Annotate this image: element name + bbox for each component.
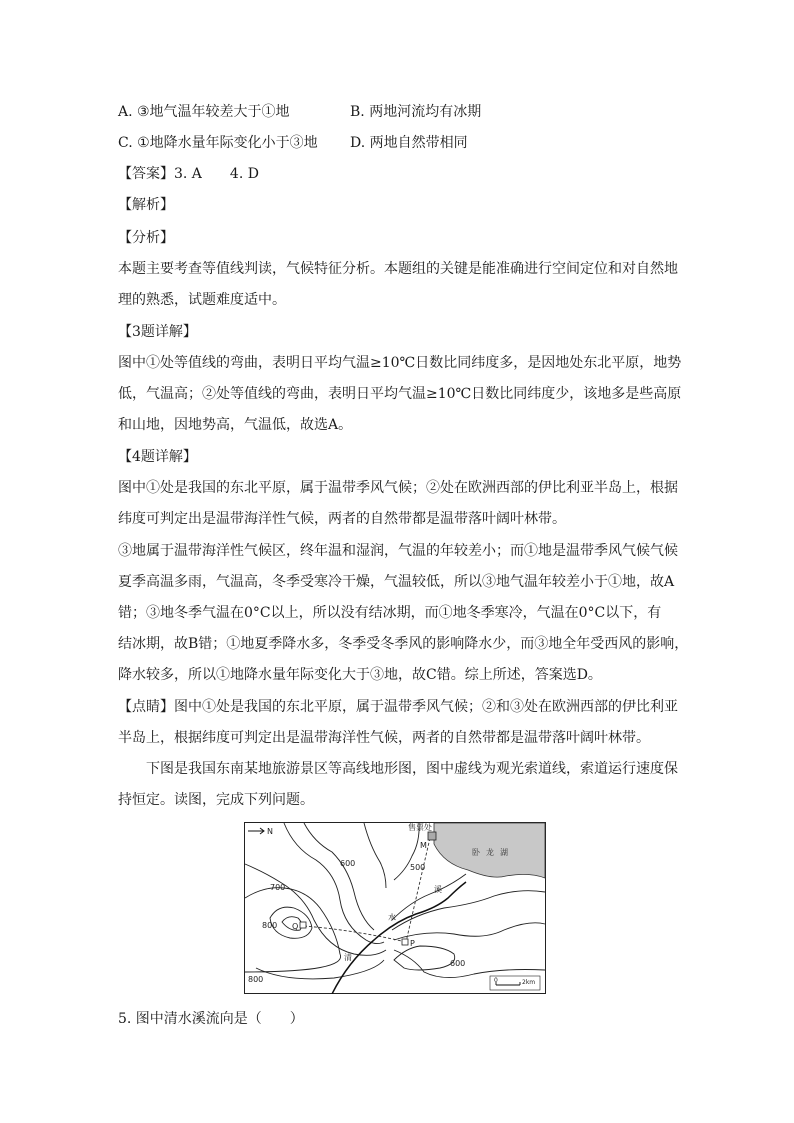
intro-line-1: 下图是我国东南某地旅游景区等高线地形图，图中虚线为观光索道线，索道运行速度保: [146, 761, 678, 777]
option-a: A. ③地气温年较差大于①地: [118, 104, 290, 120]
option-d: D. 两地自然带相同: [350, 135, 468, 151]
q4-line-4: 夏季高温多雨，气温高，冬季受寒冷干燥，气温较低，所以③地气温年较差小于①地，故A: [118, 574, 675, 590]
contour-map: [244, 822, 546, 994]
point-p-label: P: [410, 939, 415, 948]
q4-line-5: 错；③地冬季气温在0°C以上，所以没有结冰期，而①地冬季寒冷，气温在0°C以下，有: [118, 605, 662, 621]
contour-label-800-mid: 800: [262, 921, 278, 930]
point-q-icon: [300, 922, 306, 928]
q4-line-1: 图中①处是我国的东北平原，属于温带季风气候；②处在欧洲西部的伊比利亚半岛上，根据: [118, 480, 678, 496]
intro-line-2: 持恒定。读图，完成下列问题。: [118, 792, 314, 808]
q3-heading: 【3题详解】: [118, 324, 197, 340]
lake-label: 卧龙湖: [472, 848, 514, 857]
question-5: 5. 图中清水溪流向是（ ）: [118, 1011, 304, 1027]
fenxi-line-1: 本题主要考查等值线判读，气候特征分析。本题组的关键是能准确进行空间定位和对自然地: [118, 261, 678, 277]
stream-char-3: 清: [344, 953, 352, 962]
contour-label-500: 500: [410, 863, 426, 872]
q3-line-1: 图中①处等值线的弯曲，表明日平均气温≥10℃日数比同纬度多，是因地处东北平原，地势: [118, 355, 682, 371]
scale-km-label: 2km: [522, 979, 536, 986]
stream-char-2: 水: [388, 913, 396, 922]
point-p-icon: [402, 939, 408, 945]
contour-label-800-bottom: 800: [248, 975, 264, 984]
contour-label-700: 700: [270, 883, 286, 892]
q3-line-2: 低，气温高；②处等值线的弯曲，表明日平均气温≥10℃日数比同纬度少，该地多是些高原: [118, 386, 682, 402]
point-q-label: Q: [292, 922, 299, 931]
q3-line-3: 和山地，因地势高，气温低，故选A。: [118, 417, 353, 433]
scale-zero-label: 0: [494, 977, 498, 984]
dianjing-line-2: 半岛上，根据纬度可判定出是温带海洋性气候，两者的自然带都是温带落叶阔叶林带。: [118, 730, 650, 746]
contour-map-svg: [244, 822, 546, 994]
q4-line-7: 降水较多，所以①地降水量年际变化大于③地，故C错。综上所述，答案选D。: [118, 667, 602, 683]
answer-line: 【答案】3. A 4. D: [118, 166, 259, 182]
q4-heading: 【4题详解】: [118, 449, 197, 465]
dianjing-line-1: 【点睛】图中①处是我国的东北平原，属于温带季风气候；②和③处在欧洲西部的伊比利亚: [118, 699, 678, 715]
option-c: C. ①地降水量年际变化小于③地: [118, 135, 318, 151]
option-b: B. 两地河流均有冰期: [350, 104, 482, 120]
fenxi-heading: 【分析】: [118, 230, 174, 246]
point-m-label: M: [420, 841, 427, 850]
jiexi-heading: 【解析】: [118, 197, 174, 213]
contour-label-600-bottom: 600: [450, 959, 466, 968]
q4-line-6: 结冰期，故B错；①地夏季降水多，冬季受冬季风的影响降水少，而③地全年受西风的影响，: [118, 636, 689, 652]
north-label: N: [267, 827, 273, 836]
q4-line-3: ③地属于温带海洋性气候区，终年温和湿润，气温的年较差小；而①地是温带季风气候气候: [118, 543, 678, 559]
stream-char-1: 溪: [434, 885, 442, 894]
fenxi-line-2: 理的熟悉，试题难度适中。: [118, 292, 286, 308]
ticket-office-icon: [428, 832, 436, 840]
q4-line-2: 纬度可判定出是温带海洋性气候，两者的自然带都是温带落叶阔叶林带。: [118, 511, 566, 527]
contour-label-600-top: 600: [340, 859, 356, 868]
ticket-office-label: 售票处: [408, 823, 432, 832]
